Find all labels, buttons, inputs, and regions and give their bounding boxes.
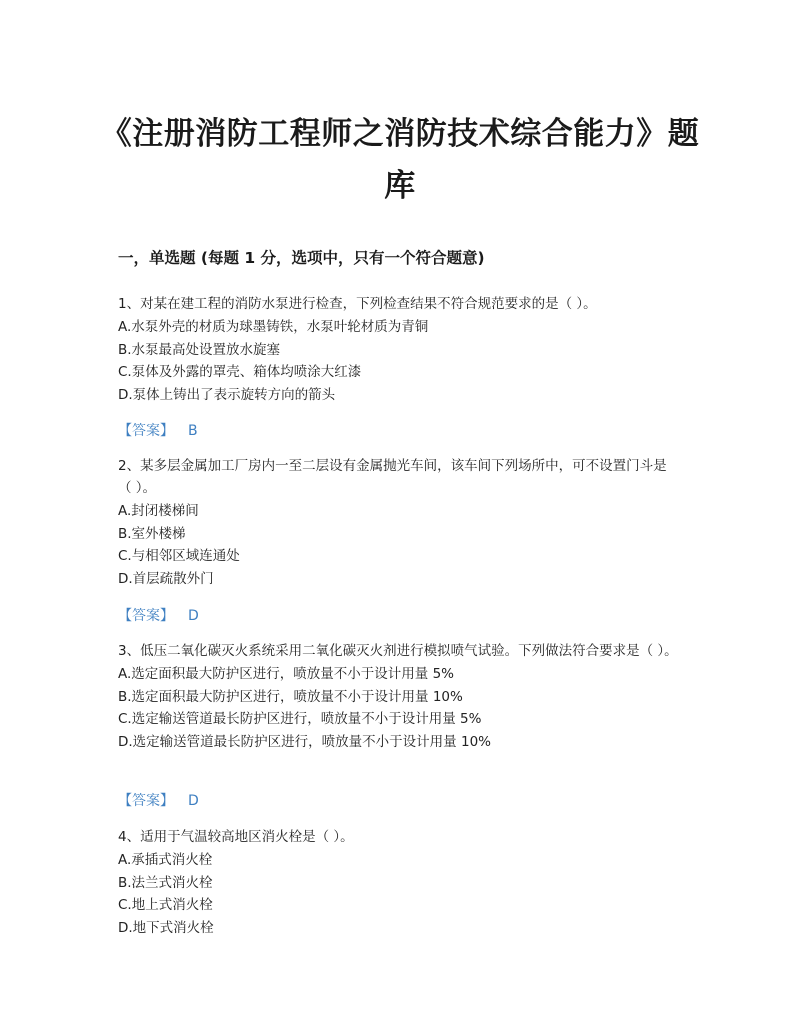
option-b: B.法兰式消火栓	[118, 874, 213, 891]
question-1	[118, 293, 678, 406]
option-c: C.选定输送管道最长防护区进行，喷放量不小于设计用量 5%	[118, 711, 482, 727]
document-title: 《注册消防工程师之消防技术综合能力》题库	[100, 116, 700, 204]
question-3	[118, 640, 678, 753]
option-d: D.选定输送管道最长防护区进行，喷放量不小于设计用量 10%	[118, 733, 491, 750]
question-stem: 1、对某在建工程的消防水泵进行检查，下列检查结果不符合规范要求的是（ ）。	[118, 296, 597, 312]
option-a: A.封闭楼梯间	[118, 503, 199, 519]
option-a: A.水泵外壳的材质为球墨铸铁，水泵叶轮材质为青铜	[118, 319, 429, 335]
option-d: D.首层疏散外门	[118, 570, 214, 587]
option-b: B.选定面积最大防护区进行，喷放量不小于设计用量 10%	[118, 688, 463, 705]
answer-label: 【答案】	[118, 423, 174, 439]
option-b: B.水泵最高处设置放水旋塞	[118, 341, 281, 358]
answer-3	[118, 790, 199, 810]
question-2	[118, 455, 678, 590]
question-stem: 3、低压二氧化碳灭火系统采用二氧化碳灭火剂进行模拟喷气试验。下列做法符合要求是（ ）。	[118, 643, 678, 659]
option-b: B.室外楼梯	[118, 525, 186, 542]
answer-value: B	[188, 423, 198, 439]
question-4	[118, 826, 678, 939]
answer-value: D	[188, 608, 199, 624]
answer-2	[118, 605, 199, 625]
answer-label: 【答案】	[118, 793, 174, 809]
answer-1	[118, 420, 198, 440]
answer-value: D	[188, 793, 199, 809]
option-a: A.选定面积最大防护区进行，喷放量不小于设计用量 5%	[118, 666, 454, 682]
option-a: A.承插式消火栓	[118, 852, 213, 868]
option-c: C.地上式消火栓	[118, 897, 213, 913]
question-stem: 4、适用于气温较高地区消火栓是（ ）。	[118, 829, 354, 845]
option-c: C.泵体及外露的罩壳、箱体均喷涂大红漆	[118, 364, 362, 380]
section-heading: 一，单选题 (每题 1 分，选项中，只有一个符合题意)	[118, 249, 485, 267]
option-c: C.与相邻区域连通处	[118, 548, 240, 564]
option-d: D.泵体上铸出了表示旋转方向的箭头	[118, 386, 336, 403]
answer-label: 【答案】	[118, 608, 174, 624]
option-d: D.地下式消火栓	[118, 919, 214, 936]
question-stem: 2、某多层金属加工厂房内一至二层设有金属抛光车间，该车间下列场所中，可不设置门斗是（ ）。	[118, 458, 667, 496]
